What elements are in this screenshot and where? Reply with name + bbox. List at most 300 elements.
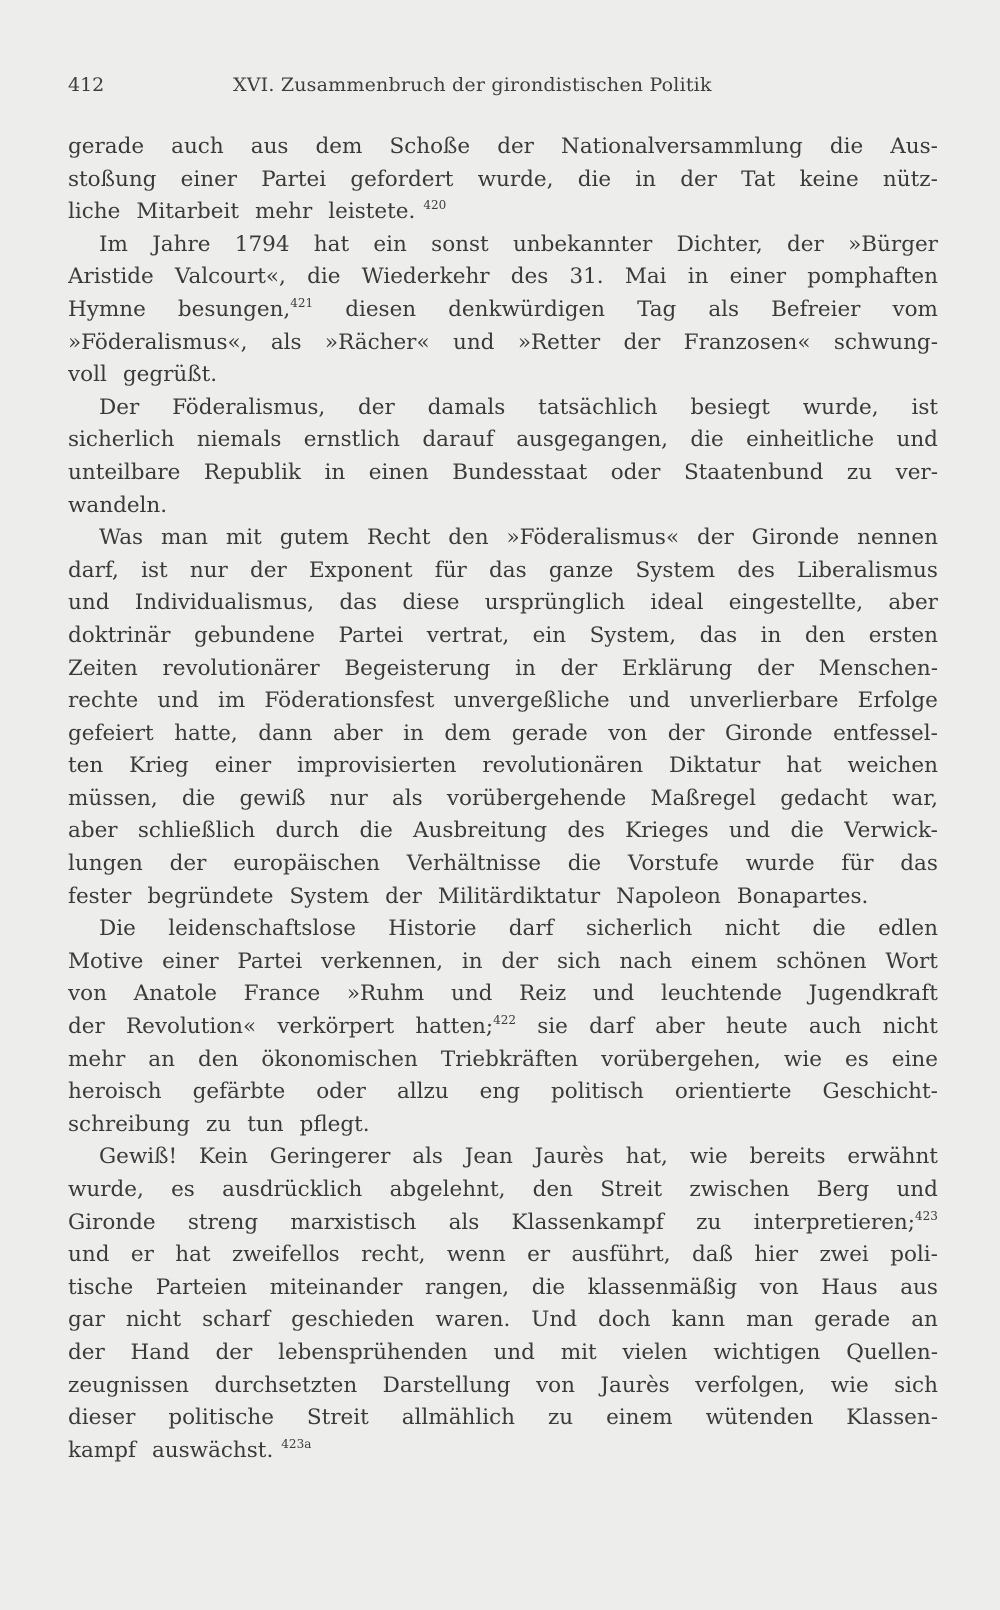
word-group xyxy=(68,196,128,229)
word: leistete. xyxy=(328,199,416,225)
word-group xyxy=(706,1402,814,1435)
word: war, xyxy=(892,785,938,811)
word: und xyxy=(452,329,495,355)
word-group xyxy=(569,261,603,294)
word: der xyxy=(667,720,705,746)
word: Napoleon xyxy=(616,883,721,909)
page-header xyxy=(68,74,938,108)
text-line xyxy=(68,587,938,620)
word: der xyxy=(680,166,717,192)
word-group xyxy=(708,294,739,327)
word: hat xyxy=(175,1242,211,1268)
word-group xyxy=(68,620,170,653)
word: vorübergehen, xyxy=(601,1046,761,1072)
word-group xyxy=(737,881,877,914)
word-group xyxy=(448,294,605,327)
word-group xyxy=(568,848,601,881)
word-group xyxy=(290,1207,416,1240)
word-group xyxy=(275,815,339,848)
word-group xyxy=(771,294,860,327)
word-group xyxy=(883,164,938,197)
word-group xyxy=(168,1402,274,1435)
word: darf xyxy=(508,916,554,942)
word: marxistisch xyxy=(290,1209,417,1235)
word-group xyxy=(68,1174,144,1207)
word: vielen xyxy=(622,1339,688,1365)
word: orientierte xyxy=(674,1079,792,1105)
word-group xyxy=(538,392,657,425)
word-group xyxy=(68,1370,189,1403)
word-group xyxy=(493,1337,534,1370)
word: sicherlich xyxy=(68,427,175,453)
word-group xyxy=(232,1239,340,1272)
word: in xyxy=(635,166,656,192)
word-group xyxy=(700,620,738,653)
word: aus xyxy=(900,1274,938,1300)
word-group xyxy=(819,1239,868,1272)
text-line xyxy=(68,522,938,555)
word: wie xyxy=(830,1372,869,1398)
word-group xyxy=(572,1239,671,1272)
word: der xyxy=(757,655,794,681)
word: und xyxy=(728,818,771,844)
word-group xyxy=(215,750,271,783)
word: niemals xyxy=(196,427,282,453)
word-group xyxy=(896,457,938,490)
word-group xyxy=(68,457,180,490)
word: Partei xyxy=(261,166,327,192)
word: wütenden xyxy=(705,1405,814,1431)
word: als xyxy=(708,296,740,322)
word-group xyxy=(620,946,673,979)
word: sonst xyxy=(431,231,489,257)
word: auch xyxy=(808,1014,862,1040)
text-line xyxy=(68,620,938,653)
word: »Ruhm xyxy=(346,981,425,1007)
word: er xyxy=(130,1242,154,1268)
text-line xyxy=(68,1402,938,1435)
word: man xyxy=(160,525,209,551)
word: und xyxy=(450,981,493,1007)
word-group xyxy=(389,131,470,164)
word-group xyxy=(846,1402,938,1435)
word-group xyxy=(68,1011,105,1044)
word-group xyxy=(478,164,554,197)
word: mehr xyxy=(255,199,313,225)
word-group xyxy=(821,1272,877,1305)
word-group xyxy=(447,1239,506,1272)
word: unteilbare xyxy=(68,459,181,485)
word: »Föderalismus« xyxy=(506,525,680,551)
word-group xyxy=(361,1239,425,1272)
word: zwei xyxy=(819,1242,869,1268)
word-group xyxy=(532,1272,565,1305)
word-group xyxy=(561,131,803,164)
word-group xyxy=(261,164,326,197)
word: diese xyxy=(402,590,460,616)
word-group xyxy=(746,1304,793,1337)
word-group xyxy=(527,1239,550,1272)
word: das xyxy=(339,590,378,616)
word-group xyxy=(729,587,863,620)
word-group xyxy=(123,359,225,392)
word: zu xyxy=(846,459,873,485)
word-group xyxy=(441,1044,578,1077)
word: Partei xyxy=(237,948,303,974)
text-line xyxy=(68,1044,938,1077)
word-group xyxy=(321,946,443,979)
word-group xyxy=(99,913,136,946)
word-group xyxy=(388,913,476,946)
word-group xyxy=(611,457,661,490)
word: klassenmäßig xyxy=(587,1274,738,1300)
word-group xyxy=(202,1304,270,1337)
word: zu xyxy=(696,1209,722,1235)
word: wandeln. xyxy=(68,492,168,518)
word: darf, xyxy=(68,557,119,583)
word: des xyxy=(737,557,775,583)
word-group xyxy=(278,1337,468,1370)
word-group xyxy=(809,1011,862,1044)
word-group xyxy=(425,1272,509,1305)
word-group xyxy=(600,1174,662,1207)
word: vom xyxy=(892,296,938,322)
word: heroisch xyxy=(68,1079,162,1105)
word: Gironde xyxy=(724,720,813,746)
word-group xyxy=(848,750,938,783)
word: und xyxy=(493,1339,535,1365)
footnote-marker: 422 xyxy=(493,1013,517,1028)
word: gebundene xyxy=(193,622,315,648)
word-group xyxy=(689,685,838,718)
word: unverlierbare xyxy=(689,688,839,714)
word-group xyxy=(616,881,729,914)
word: verkörpert xyxy=(277,1014,395,1040)
word: streng xyxy=(187,1209,259,1235)
word-group xyxy=(578,164,611,197)
text-line xyxy=(68,359,938,392)
word: ganze xyxy=(548,557,614,583)
word-group xyxy=(805,620,845,653)
word: poli- xyxy=(890,1242,938,1268)
word-group xyxy=(428,392,506,425)
word: interpretieren; xyxy=(753,1209,916,1235)
word-group xyxy=(757,653,794,686)
word: des xyxy=(510,264,549,290)
word-group xyxy=(462,946,483,979)
word: die xyxy=(359,818,393,844)
word-group xyxy=(330,783,368,816)
word: ausdrücklich xyxy=(222,1177,363,1202)
word-group xyxy=(561,1337,597,1370)
word: Jaurès xyxy=(534,1144,604,1170)
word: ökonomischen xyxy=(261,1046,418,1072)
word: gerade xyxy=(68,134,145,159)
word: verfolgen, xyxy=(695,1372,806,1398)
word-group xyxy=(289,881,377,914)
word-group xyxy=(754,1239,798,1272)
word-group xyxy=(896,1174,937,1207)
text-line xyxy=(68,815,938,848)
word-group xyxy=(270,1272,403,1305)
word-group xyxy=(297,750,456,783)
text-line xyxy=(68,294,938,327)
word: hat, xyxy=(625,1144,668,1170)
word: und xyxy=(157,688,199,714)
word-group xyxy=(669,750,760,783)
word: ein xyxy=(532,622,567,648)
word-group xyxy=(216,1337,253,1370)
word-group xyxy=(170,848,207,881)
word: und xyxy=(896,427,938,453)
word-group xyxy=(431,229,489,262)
word-group xyxy=(911,392,938,425)
word: als xyxy=(448,1209,480,1235)
word: heute xyxy=(725,1014,788,1040)
word-group xyxy=(68,653,138,686)
word: in xyxy=(324,459,346,485)
word: den xyxy=(448,525,489,551)
word-group xyxy=(819,653,938,686)
word: einem xyxy=(606,1405,673,1431)
word: wenn xyxy=(446,1242,506,1268)
word: müssen, xyxy=(68,785,158,811)
word-group xyxy=(536,1370,575,1403)
word-group xyxy=(300,1109,378,1142)
word: revolutionären xyxy=(482,753,644,779)
word: besungen, xyxy=(177,296,291,322)
word-group xyxy=(271,327,302,360)
word: lebensprühenden xyxy=(278,1339,468,1365)
word: wurde xyxy=(745,851,815,877)
word-group xyxy=(831,1370,869,1403)
word: Streit xyxy=(306,1405,369,1431)
word-group xyxy=(453,327,494,360)
word-group xyxy=(250,555,287,588)
word-group xyxy=(402,587,459,620)
word: und xyxy=(68,1242,110,1268)
word-group xyxy=(172,392,325,425)
text-line xyxy=(68,229,938,262)
word-group xyxy=(126,1011,256,1044)
word-group xyxy=(412,1141,443,1174)
word-group xyxy=(314,229,349,262)
word-group xyxy=(383,1370,511,1403)
word: auswächst. xyxy=(151,1437,274,1463)
word: ver- xyxy=(895,459,938,485)
word: keine xyxy=(799,166,859,192)
word-group xyxy=(68,946,143,979)
text-line xyxy=(68,1076,938,1109)
word: hat xyxy=(313,231,350,257)
word-group xyxy=(68,978,107,1011)
word: kampf xyxy=(68,1437,136,1463)
word: nur xyxy=(329,785,368,811)
word: System xyxy=(289,883,370,909)
word-group xyxy=(99,392,139,425)
word-group xyxy=(513,229,652,262)
word-group xyxy=(892,1044,938,1077)
word-group xyxy=(344,653,490,686)
word: aus xyxy=(250,134,289,159)
word: Valcourt«, xyxy=(174,264,286,290)
word: Klassen- xyxy=(846,1405,938,1431)
word: politische xyxy=(168,1405,274,1431)
word-group xyxy=(688,261,709,294)
word: gefordert xyxy=(350,166,454,192)
word: nach xyxy=(619,948,673,974)
word: gegrüßt. xyxy=(122,362,218,388)
word: in xyxy=(760,622,782,648)
word-group xyxy=(900,1272,938,1305)
word: tatsächlich xyxy=(538,394,658,420)
word: Mai xyxy=(624,264,667,290)
word-group xyxy=(413,815,547,848)
word: in xyxy=(515,655,536,681)
word: »Bürger xyxy=(848,231,938,257)
word: als xyxy=(391,785,423,811)
word-group xyxy=(516,424,668,457)
word-group xyxy=(512,718,588,751)
word: Anatole xyxy=(133,981,217,1007)
word: nicht xyxy=(125,1307,182,1333)
word: wichtigen xyxy=(713,1339,821,1365)
text-line xyxy=(68,1239,938,1272)
word: und xyxy=(628,688,671,714)
word-group xyxy=(567,815,605,848)
word-group xyxy=(345,294,416,327)
word: in xyxy=(403,720,424,746)
word: Begeisterung xyxy=(344,655,491,681)
word-group xyxy=(454,685,610,718)
word-group xyxy=(622,1337,687,1370)
word: hatte, xyxy=(174,720,238,746)
word: zweifellos xyxy=(231,1242,340,1268)
word-group xyxy=(222,1174,362,1207)
word: eingestellte, xyxy=(728,590,864,616)
word-group xyxy=(152,229,210,262)
word-group xyxy=(233,848,380,881)
word: wie xyxy=(783,1046,822,1072)
word-group xyxy=(68,587,109,620)
word-group xyxy=(548,1402,573,1435)
word-group xyxy=(68,881,139,914)
word: der xyxy=(501,948,539,974)
word: Der xyxy=(99,394,140,420)
word: Zeiten xyxy=(68,655,138,681)
word-group xyxy=(68,261,154,294)
word-group xyxy=(515,653,536,686)
word-group xyxy=(307,261,340,294)
word-group xyxy=(787,229,824,262)
word-group xyxy=(797,555,938,588)
word-group xyxy=(392,783,423,816)
word-group xyxy=(171,1174,195,1207)
word-group xyxy=(68,294,146,327)
word: dem xyxy=(315,134,363,159)
word-group xyxy=(858,685,938,718)
word: mit xyxy=(560,1339,597,1365)
word-group xyxy=(99,229,128,262)
word-group xyxy=(68,718,154,751)
paragraph xyxy=(68,131,938,229)
word: Aristide xyxy=(68,264,154,290)
word-group xyxy=(358,392,395,425)
word: es xyxy=(171,1177,195,1202)
text-line xyxy=(68,946,938,979)
word-group xyxy=(68,1435,144,1468)
text-line xyxy=(68,1174,938,1207)
word: gar xyxy=(68,1307,105,1333)
text-line xyxy=(68,1370,938,1403)
paragraph xyxy=(68,1141,938,1467)
word: die xyxy=(812,916,846,942)
word: Schoße xyxy=(389,134,471,159)
word-group xyxy=(171,131,224,164)
word: schreibung xyxy=(68,1111,191,1137)
word-group xyxy=(397,1076,449,1109)
word: sich xyxy=(556,948,601,974)
word-group xyxy=(204,457,301,490)
word: wurde, xyxy=(68,1177,144,1202)
footnote-marker: 420 xyxy=(423,198,447,213)
word: die xyxy=(690,427,724,453)
word-group xyxy=(226,522,262,555)
text-line xyxy=(68,1109,938,1142)
word: die xyxy=(577,166,612,192)
word: Republik xyxy=(203,459,301,485)
word: vorübergehende xyxy=(446,785,627,811)
word: das xyxy=(900,851,938,877)
word-group xyxy=(533,1174,573,1207)
word: der xyxy=(215,1339,253,1365)
word: auch xyxy=(171,134,224,159)
word-group xyxy=(129,750,189,783)
word-group xyxy=(214,1370,357,1403)
word-group xyxy=(485,587,625,620)
text-line xyxy=(68,881,938,914)
word-group xyxy=(622,653,732,686)
word-group xyxy=(690,1141,728,1174)
word: aber xyxy=(655,1014,705,1040)
word: France xyxy=(243,981,321,1007)
word-group xyxy=(435,555,467,588)
word: hier xyxy=(754,1242,799,1268)
word-group xyxy=(427,620,509,653)
word: liche xyxy=(68,199,121,225)
word: Menschen- xyxy=(818,655,938,681)
word: den xyxy=(197,1046,239,1072)
text-line xyxy=(68,457,938,490)
word: man xyxy=(746,1307,794,1333)
word-group xyxy=(625,261,667,294)
word-group xyxy=(780,783,868,816)
word: und xyxy=(592,981,635,1007)
word: zu xyxy=(547,1405,574,1431)
word-group xyxy=(680,164,717,197)
word-group xyxy=(251,131,289,164)
word: Nationalversammlung xyxy=(561,134,803,159)
word: Klassenkampf xyxy=(511,1209,664,1235)
word-group xyxy=(883,1011,938,1044)
word: die xyxy=(829,134,864,159)
word-group xyxy=(435,1304,510,1337)
word: gerade xyxy=(814,1307,891,1333)
word-group xyxy=(878,913,938,946)
word: diesen xyxy=(345,296,417,322)
word: den xyxy=(804,622,846,648)
word-group xyxy=(168,913,356,946)
